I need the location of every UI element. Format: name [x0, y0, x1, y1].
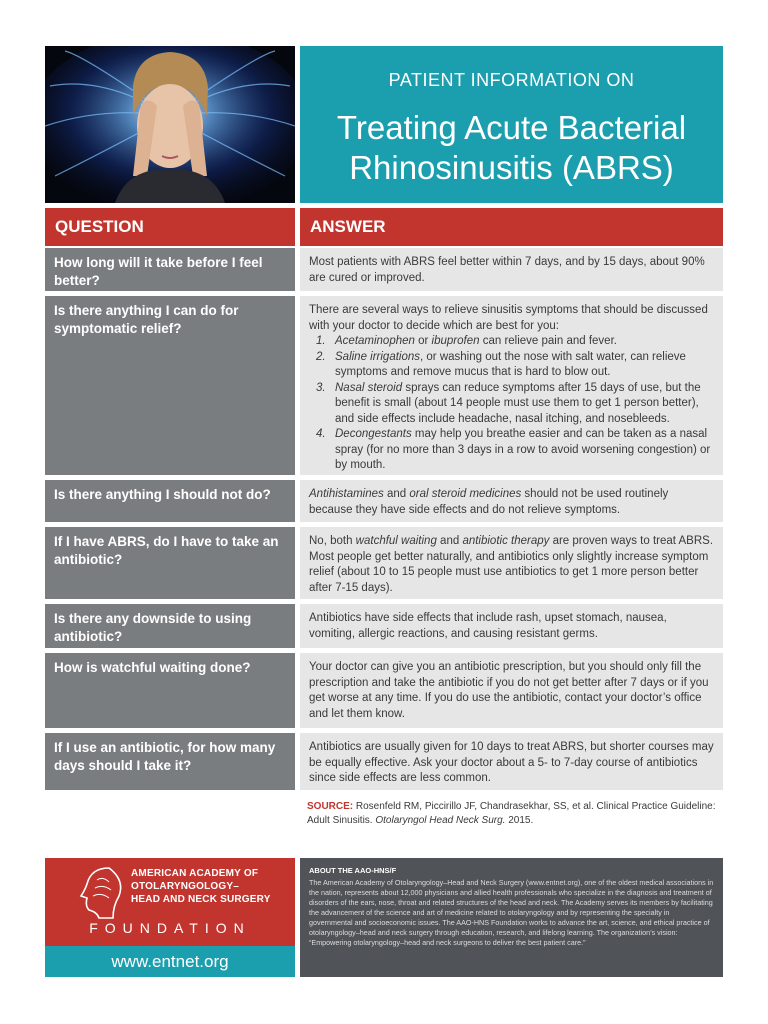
- term: Antihistamines: [309, 488, 384, 500]
- answer-cell: [300, 480, 723, 522]
- text: , or washing out the nose with salt water, can relieve symptoms and remove mucus that is hard to blow out.: [335, 350, 686, 378]
- question-header: QUESTION: [45, 208, 295, 246]
- foundation-wordmark: FOUNDATION: [89, 920, 251, 936]
- about-text: The American Academy of Otolaryngology–Head and Neck Surgery (www.entnet.org), one of the oldest medical associations in the nation, represents about 12,000 physicians and allied health professionals who specialize in the diagnosis and treatment of disorders of the ears, nose, throat and related structures of the head and neck. The Academy serves its members by facilitating the advancement of the science and art of medicine related to otolaryngology and by representing the specialty in governmental and socioeconomic issues. The AAO-HNS Foundation works to advance the art, science, and ethical practice of otolaryngology–head and neck surgery through education, research, and lifelong learning. The organization’s vision: “Empowering otolaryngology–head and neck surgeons to deliver the best patient care.”: [309, 878, 714, 947]
- list-number: 2.: [316, 350, 326, 363]
- org-name-line: AMERICAN ACADEMY OF: [131, 868, 259, 879]
- text: are proven ways to treat ABRS. Most people get better naturally, and antibiotics only slightly increase symptom relief (about 10 to 15 people must use antibiotics to get 1 more person better after 7-15 days).: [309, 535, 714, 594]
- text: No, both: [309, 535, 356, 547]
- text: and: [383, 488, 410, 500]
- term: Acetaminophen: [335, 335, 415, 347]
- source-citation: [307, 800, 717, 828]
- answer-cell: Your doctor can give you an antibiotic prescription, but you should only fill the prescription and take the antibiotic if you do not get better after 7 days or if you get worse at any time. If you do use the antibiotic, contact your doctor’s office and let them know.: [300, 653, 723, 728]
- answer-cell: [300, 296, 723, 475]
- text: should not be used routinely because they have side effects and do not relieve symptoms.: [309, 488, 669, 516]
- source-text: Rosenfeld RM, Piccirillo JF, Chandrasekhar, SS, et al. Clinical Practice Guideline: Adult Sinusitis.: [307, 801, 716, 826]
- text: may help you breathe easier and can be taken as a nasal spray (for no more than 3 days in a row to avoid worsening congestion) or by mouth.: [335, 428, 711, 471]
- about-section: [300, 858, 723, 977]
- woman-pressing-sinuses-icon: [45, 46, 295, 203]
- year: 2015.: [505, 815, 534, 826]
- list-item: [309, 381, 714, 428]
- term: antibiotic therapy: [462, 535, 550, 547]
- text: sprays can reduce symptoms after 15 days of use, but the benefit is small (about 14 people must use them to get 1 person better), and side effects include headache, nasal itching, and nosebleeds.: [335, 381, 701, 425]
- answer-intro: There are several ways to relieve sinusitis symptoms that should be discussed with your doctor to decide which are best for you:: [309, 304, 708, 332]
- foundation-logo: [45, 858, 295, 946]
- question-cell: If I use an antibiotic, for how many days should I take it?: [45, 733, 295, 790]
- relief-list: [309, 334, 714, 474]
- page-title: [300, 108, 723, 188]
- website-link[interactable]: www.entnet.org: [45, 946, 295, 977]
- term: ibuprofen: [431, 335, 480, 347]
- list-item: [309, 427, 714, 474]
- title-line: Rhinosinusitis (ABRS): [349, 149, 674, 186]
- list-number: 1.: [316, 335, 326, 347]
- term: Nasal steroid: [335, 381, 403, 394]
- term: Decongestants: [335, 428, 412, 440]
- title-line: Treating Acute Bacterial: [336, 109, 687, 146]
- term: oral steroid medicines: [409, 488, 522, 500]
- list-item: [309, 350, 714, 381]
- head-profile-logo-icon: [79, 866, 125, 920]
- about-heading: ABOUT THE AAO-HNS/F: [309, 866, 397, 875]
- question-cell: Is there any downside to using antibiotic?: [45, 604, 295, 648]
- term: watchful waiting: [355, 535, 437, 547]
- answer-cell: Antibiotics are usually given for 10 days to treat ABRS, but shorter courses may be equally effective. Ask your doctor about a 5- to 7-day course of antibiotics since side effects are less common.: [300, 733, 723, 790]
- question-cell: If I have ABRS, do I have to take an antibiotic?: [45, 527, 295, 599]
- title-banner: [300, 46, 723, 203]
- hero-photo: [45, 46, 295, 203]
- answer-cell: Most patients with ABRS feel better within 7 days, and by 15 days, about 90% are cured or improved.: [300, 248, 723, 291]
- question-cell: Is there anything I can do for symptomatic relief?: [45, 296, 295, 475]
- list-item: [309, 334, 714, 350]
- list-number: 3.: [316, 381, 326, 394]
- answer-cell: Antibiotics have side effects that include rash, upset stomach, nausea, vomiting, allergic reactions, and causing resistant germs.: [300, 604, 723, 648]
- answer-cell: [300, 527, 723, 599]
- text: can relieve pain and fever.: [479, 335, 617, 347]
- question-cell: How is watchful waiting done?: [45, 653, 295, 728]
- source-label: SOURCE:: [307, 801, 354, 812]
- text: and: [436, 535, 463, 547]
- text: or: [414, 335, 432, 347]
- journal: Otolaryngol Head Neck Surg.: [375, 815, 506, 826]
- question-cell: Is there anything I should not do?: [45, 480, 295, 522]
- question-cell: How long will it take before I feel better?: [45, 248, 295, 291]
- pretitle: PATIENT INFORMATION ON: [388, 70, 635, 90]
- list-number: 4.: [316, 428, 326, 440]
- answer-header: ANSWER: [300, 208, 723, 246]
- org-name-line: HEAD AND NECK SURGERY: [131, 894, 271, 905]
- term: Saline irrigations: [335, 350, 421, 363]
- org-name-line: OTOLARYNGOLOGY–: [131, 881, 240, 892]
